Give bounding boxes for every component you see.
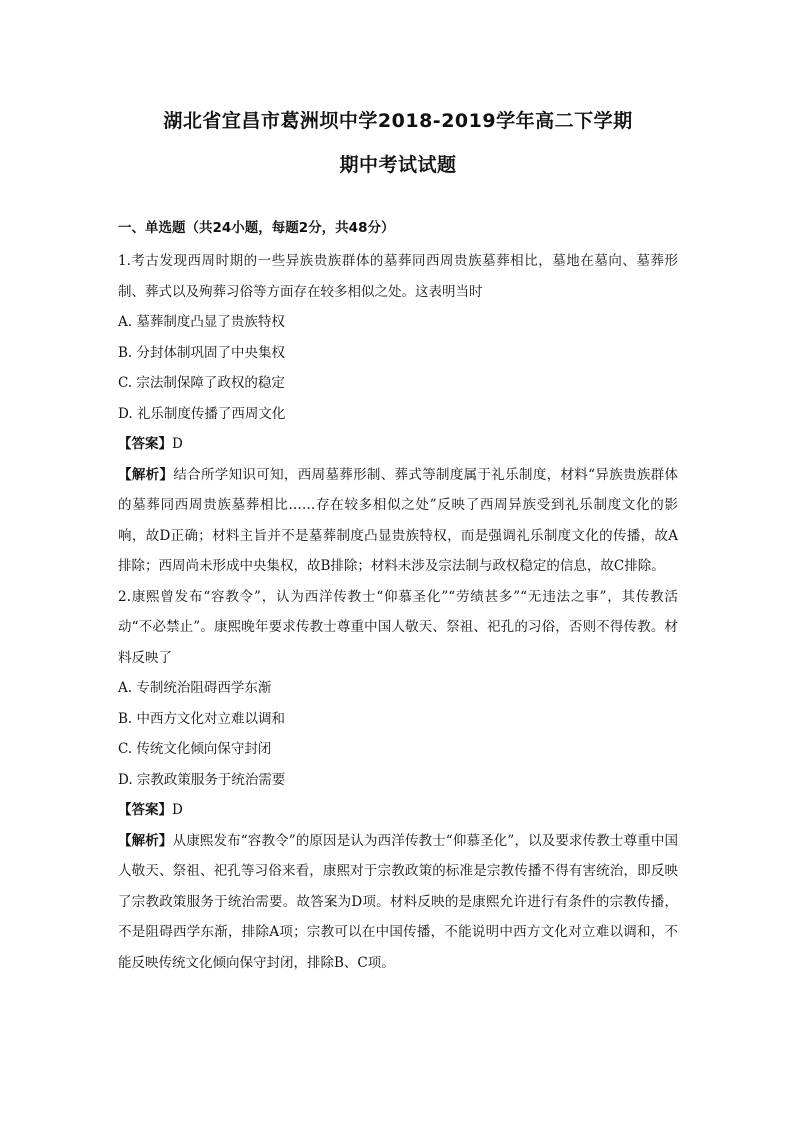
analysis-block <box>118 826 678 979</box>
answer-value: D <box>172 436 183 452</box>
document-title-line-1: 湖北省宜昌市葛洲坝中学2018-2019学年高二下学期 <box>163 110 633 132</box>
questions-body <box>118 246 678 978</box>
question-1 <box>118 246 678 582</box>
question-option: A. 专制统治阻碍西学东渐 <box>118 680 272 696</box>
question-stem: 2.康熙曾发布“容教令”，认为西洋传教士“仰慕圣化”“劳绩甚多”“无违法之事”，其传教活动“不必禁止”。康熙晚年要求传教士尊重中国人敬天、祭祖、祀孔的习俗，否则不得传教。材料反映了 <box>118 588 678 666</box>
answer-line <box>118 795 678 826</box>
analysis-block <box>118 460 678 582</box>
question-option: C. 传统文化倾向保守封闭 <box>118 741 272 757</box>
answer-tag: 【答案】 <box>118 436 172 452</box>
question-2 <box>118 582 678 979</box>
question-option: A. 墓葬制度凸显了贵族特权 <box>118 314 285 330</box>
question-stem: 1.考古发现西周时期的一些异族贵族群体的墓葬同西周贵族墓葬相比，墓地在墓向、墓葬形制、葬式以及殉葬习俗等方面存在较多相似之处。这表明当时 <box>118 253 678 300</box>
analysis-text: 结合所学知识可知，西周墓葬形制、葬式等制度属于礼乐制度，材料“异族贵族群体的墓葬同西周贵族墓葬相比……存在较多相似之处”反映了西周异族受到礼乐制度文化的影响，故D正确；材料主旨并不是墓葬制度凸显贵族特权，而是强调礼乐制度文化的传播，故A排除；西周尚未形成中央集权，故B排除；材料未涉及宗法制与政权稳定的信息，故C排除。 <box>118 466 678 574</box>
answer-tag: 【答案】 <box>118 802 172 818</box>
answer-value: D <box>172 802 183 818</box>
analysis-text: 从康熙发布“容教令”的原因是认为西洋传教士“仰慕圣化”，以及要求传教士尊重中国人敬天、祭祖、祀孔等习俗来看，康熙对于宗教政策的标准是宗教传播不得有害统治，即反映了宗教政策服务于统治需要。故答案为D项。材料反映的是康熙允许进行有条件的宗教传播，不是阻碍西学东渐，排除A项；宗教可以在中国传播，不能说明中西方文化对立难以调和，不能反映传统文化倾向保守封闭，排除B、C项。 <box>118 832 678 971</box>
section-heading: 一、单选题（共24小题，每题2分，共48分） <box>118 220 395 236</box>
analysis-tag: 【解析】 <box>118 466 174 483</box>
question-option: B. 分封体制巩固了中央集权 <box>118 344 286 361</box>
answer-line <box>118 429 678 460</box>
question-option: B. 中西方文化对立难以调和 <box>118 710 286 727</box>
analysis-tag: 【解析】 <box>118 832 173 849</box>
question-option: D. 宗教政策服务于统治需要 <box>118 771 286 788</box>
question-option: C. 宗法制保障了政权的稳定 <box>118 375 285 391</box>
document-title-line-2: 期中考试试题 <box>339 154 457 176</box>
question-option: D. 礼乐制度传播了西周文化 <box>118 405 286 422</box>
